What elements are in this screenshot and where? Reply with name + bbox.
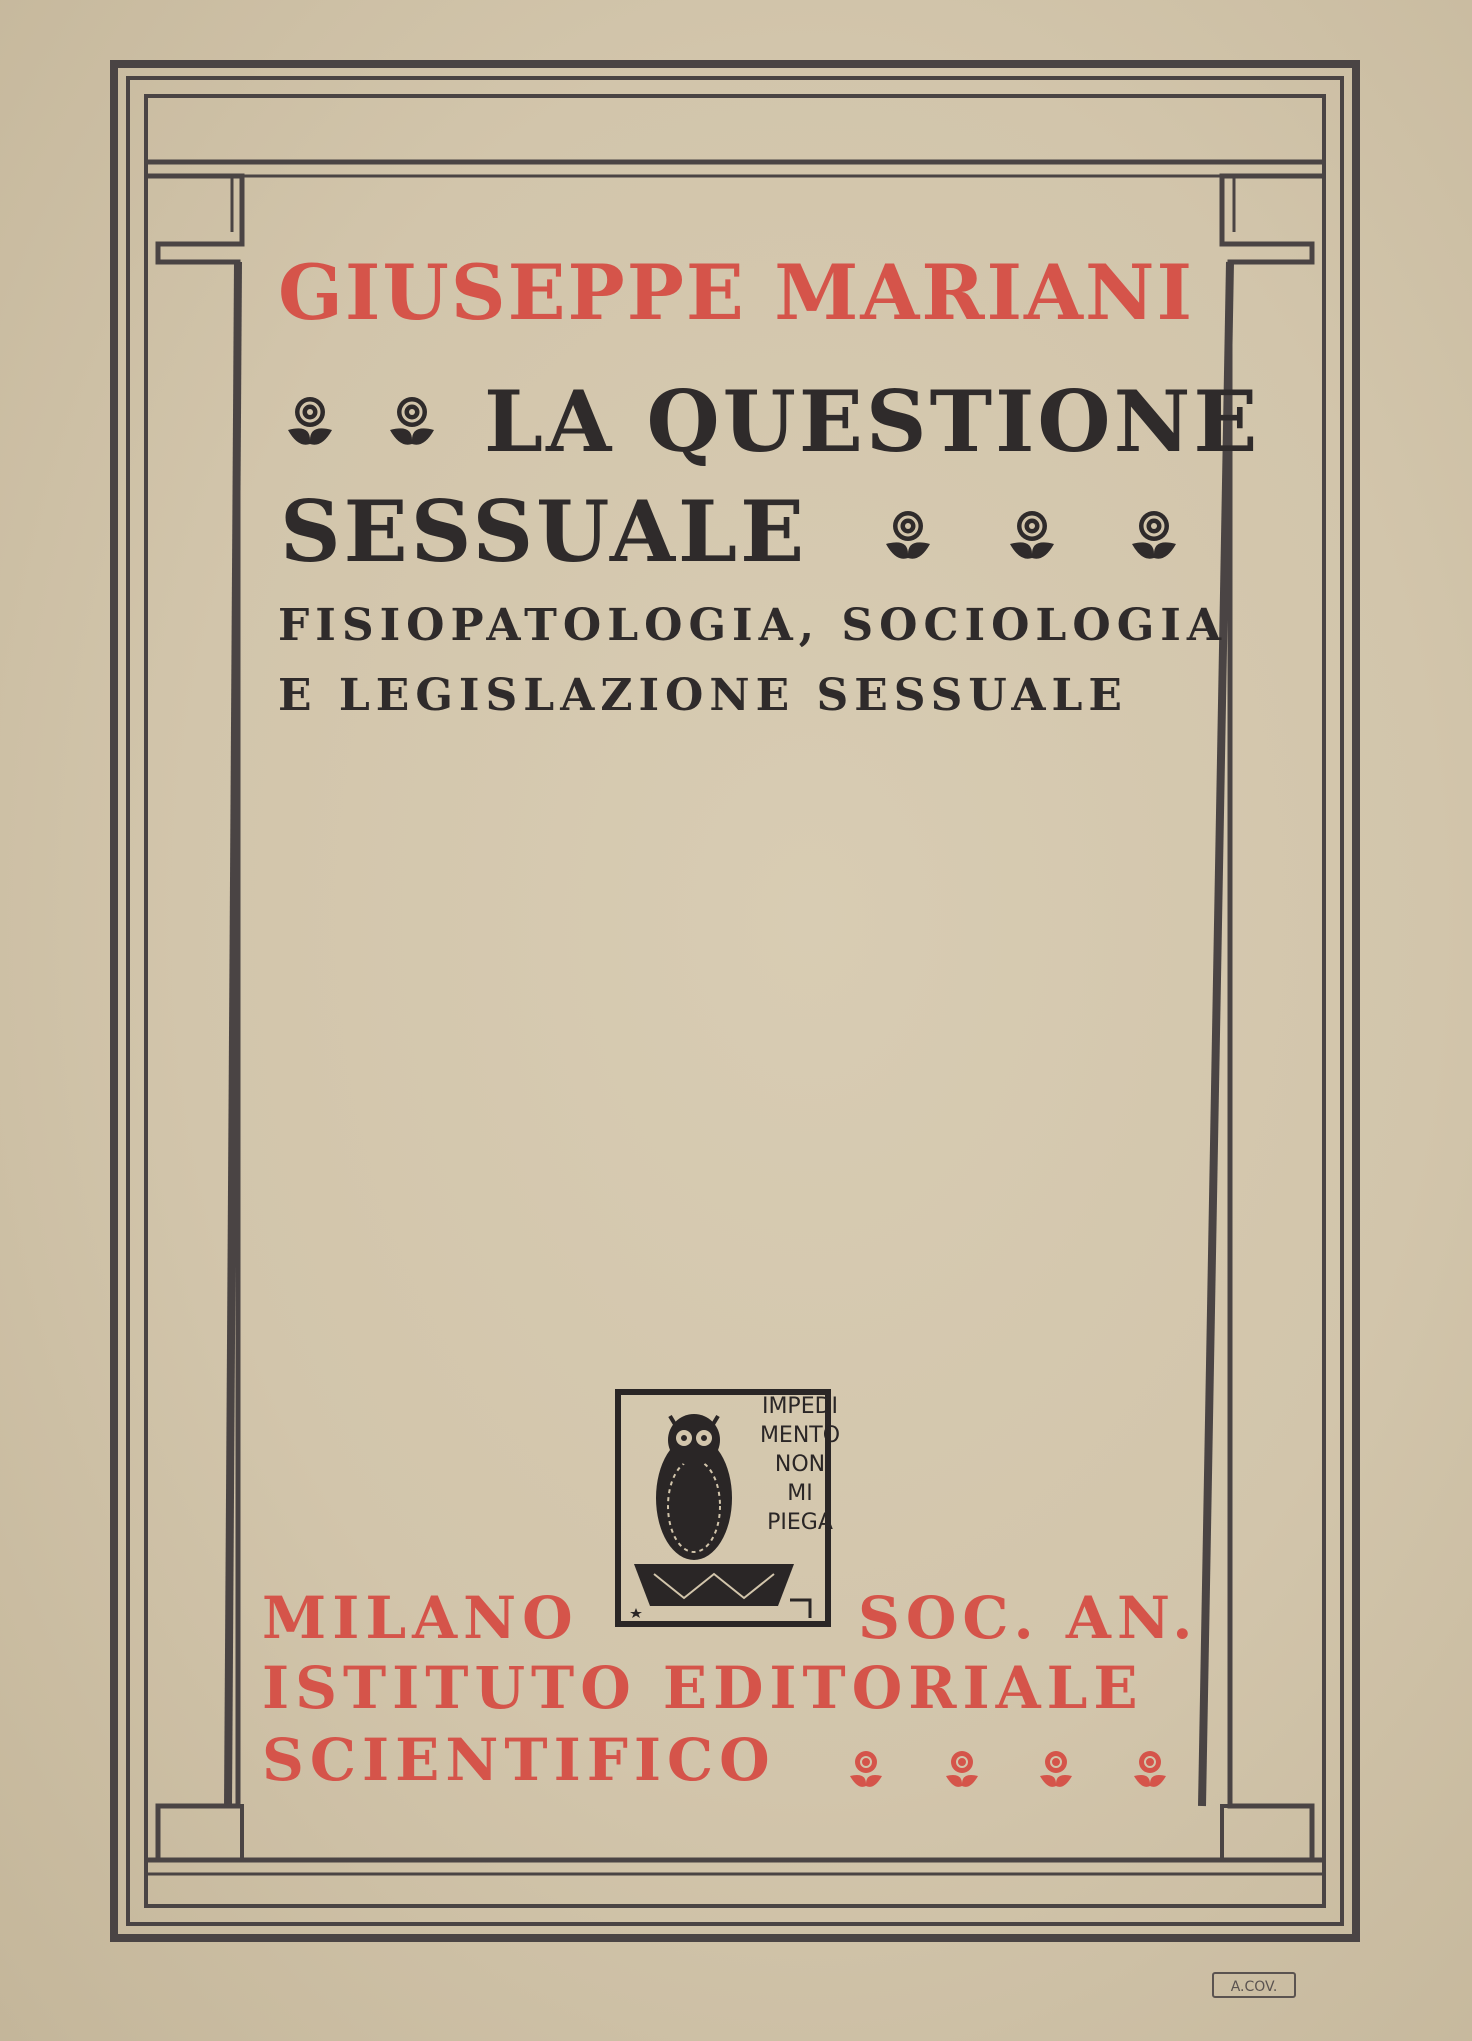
imprint-publisher-line-2: SCIENTIFICO bbox=[262, 1726, 776, 1794]
imprint-city: MILANO bbox=[262, 1584, 579, 1652]
motto-line: MI bbox=[787, 1481, 813, 1506]
rose-ornament-icon bbox=[1126, 504, 1182, 564]
rose-ornament-icon bbox=[1036, 1746, 1076, 1790]
author-name: GIUSEPPE MARIANI bbox=[278, 248, 1195, 337]
rose-ornament-icon bbox=[880, 504, 936, 564]
motto-line: NON bbox=[774, 1452, 826, 1477]
imprint-publisher-line-1: ISTITUTO EDITORIALE bbox=[262, 1654, 1144, 1722]
imprint-company-type: SOC. AN. bbox=[858, 1584, 1199, 1652]
subtitle-line-2: E LEGISLAZIONE SESSUALE bbox=[278, 670, 1128, 721]
book-title-line-1: LA QUESTIONE bbox=[484, 372, 1261, 471]
printer-motto bbox=[740, 1392, 860, 1537]
rose-ornament-icon bbox=[282, 390, 338, 450]
artist-signature: A.COV. bbox=[1212, 1972, 1296, 1998]
rose-ornament-icon bbox=[942, 1746, 982, 1790]
rose-ornament-icon bbox=[846, 1746, 886, 1790]
motto-line: MENTO bbox=[759, 1423, 841, 1448]
motto-line: PIEGA bbox=[767, 1510, 833, 1535]
book-title-line-2: SESSUALE bbox=[280, 482, 808, 581]
subtitle-line-1: FISIOPATOLOGIA, SOCIOLOGIA bbox=[278, 600, 1227, 651]
rose-ornament-icon bbox=[384, 390, 440, 450]
rose-ornament-icon bbox=[1130, 1746, 1170, 1790]
motto-line: IMPEDI bbox=[761, 1394, 839, 1419]
rose-ornament-icon bbox=[1004, 504, 1060, 564]
